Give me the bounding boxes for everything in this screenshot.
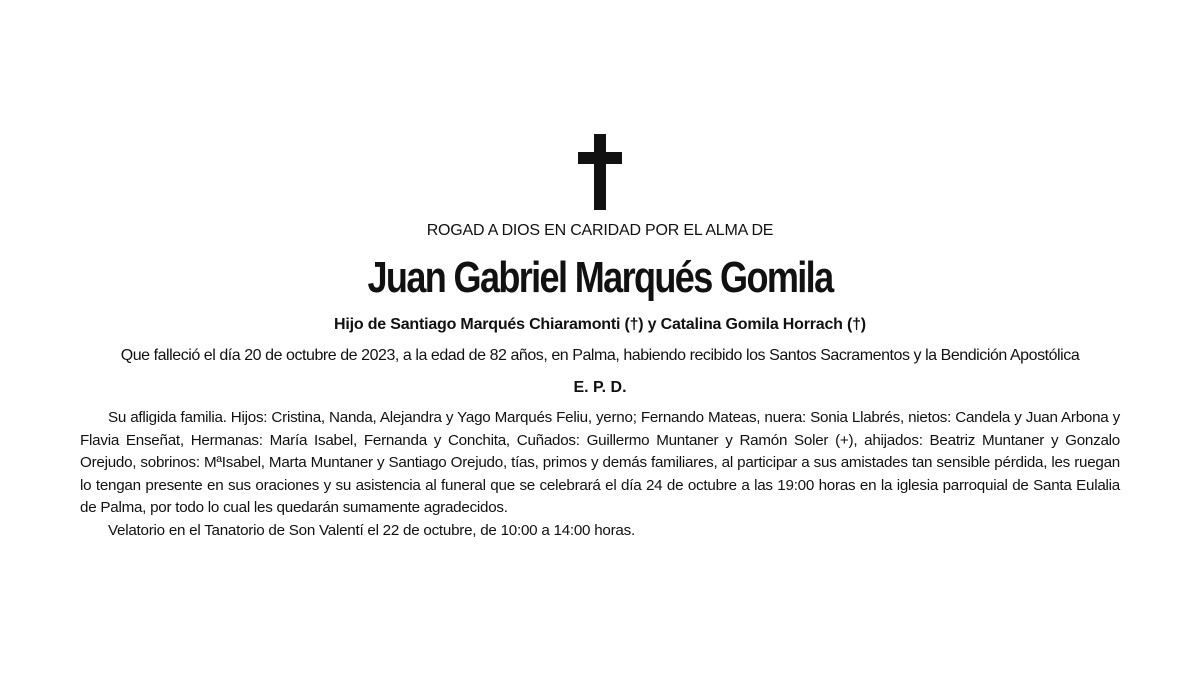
invocation-text: ROGAD A DIOS EN CARIDAD POR EL ALMA DE — [426, 222, 774, 239]
obituary-notice — [80, 0, 1120, 675]
death-info: Que falleció el día 20 de octubre de 2023, a la edad de 82 años, en Palma, habiendo recibido los Santos Sacramentos y la Bendición Apostólica — [120, 347, 1080, 364]
family-paragraph: Su afligida familia. Hijos: Cristina, Nanda, Alejandra y Yago Marqués Feliu, yerno; Fernando Mateas, nuera: Sonia Llabrés, nietos: Candela y Juan Arbona y Flavia Enseñat, Hermanas: María Isabel, Fernanda y Conchita, Cuñados: Guillermo Muntaner y Ramón Soler (+), ahijados: Beatriz Muntaner y Gonzalo Orejudo, sobrinos: MªIsabel, Marta Muntaner y Santiago Orejudo, tías, primos y demás familiares, al participar a sus amistades tan sensible pérdida, les ruegan lo tengan presente en sus oraciones y su asistencia al funeral que se celebrará el día 24 de octubre a las 19:00 horas en la iglesia parroquial de Santa Eulalia de Palma, por todo lo cual les quedarán sumamente agradecidos. — [80, 409, 1120, 516]
notice-body — [80, 407, 1120, 542]
rip-abbreviation: E. P. D. — [573, 379, 627, 396]
deceased-name: Juan Gabriel Marqués Gomila — [367, 253, 833, 302]
parents-line: Hijo de Santiago Marqués Chiaramonti (†) y Catalina Gomila Horrach (†) — [334, 316, 866, 333]
cross-icon — [578, 134, 622, 210]
wake-paragraph: Velatorio en el Tanatorio de Son Valentí el 22 de octubre, de 10:00 a 14:00 horas. — [108, 521, 635, 539]
